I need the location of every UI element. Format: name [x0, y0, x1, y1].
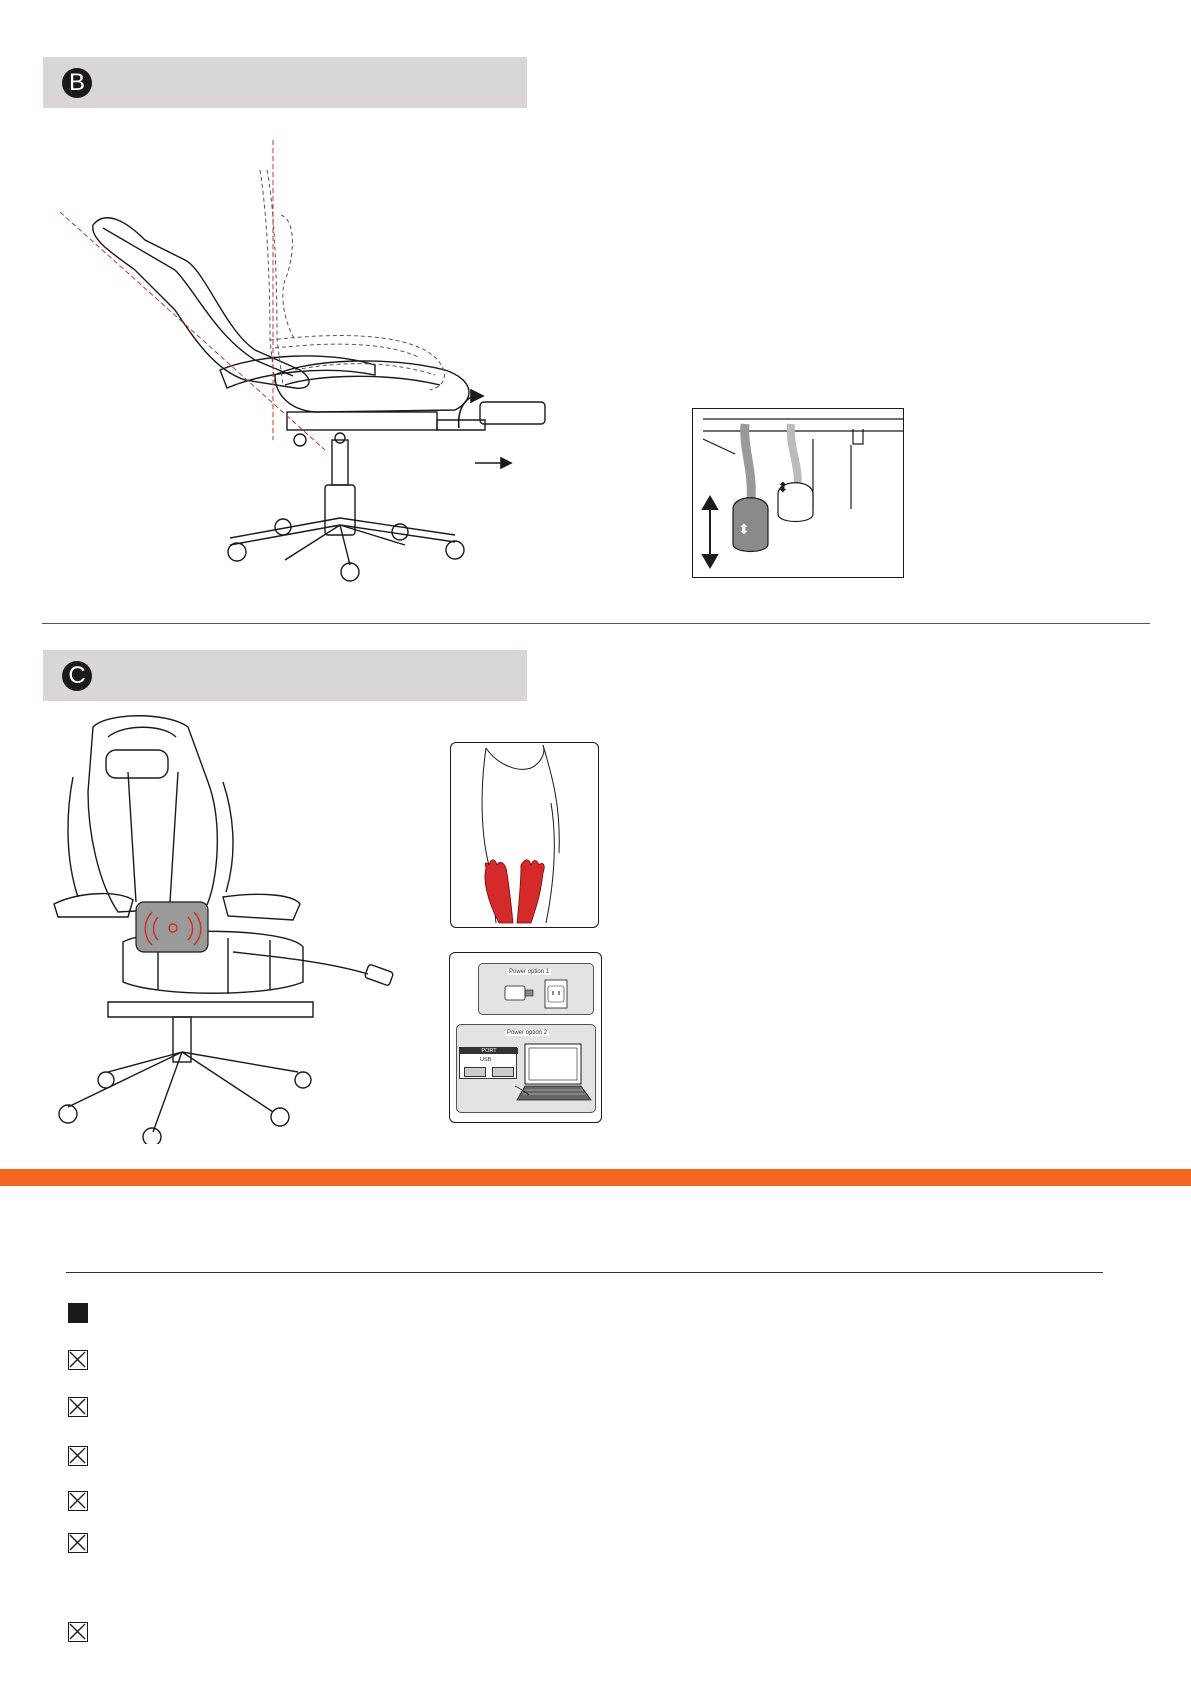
checklist-item-5 — [68, 1491, 92, 1513]
crossed-box-icon — [68, 1622, 88, 1642]
usb-port-panel — [459, 1047, 517, 1079]
massage-hands-panel — [450, 742, 599, 928]
checklist-item-4 — [68, 1446, 92, 1468]
usb-port-left — [464, 1067, 486, 1077]
filled-square-icon — [68, 1303, 88, 1323]
crossed-box-icon — [68, 1350, 88, 1370]
checklist-divider — [66, 1272, 1103, 1273]
section-b-letter: B — [62, 68, 92, 98]
lever-detail-panel — [692, 408, 904, 578]
checklist-item-3 — [68, 1397, 92, 1419]
tilt-icon: ⬍ — [738, 521, 750, 537]
power-options-panel — [449, 952, 602, 1123]
laptop-icon — [515, 1040, 595, 1110]
checklist-item-7 — [68, 1622, 92, 1644]
reclining-chair-illustration — [55, 140, 595, 585]
power-option-2-panel — [456, 1024, 596, 1113]
section-divider — [42, 623, 1150, 624]
checklist-item-6 — [68, 1533, 92, 1555]
checklist-item-1 — [68, 1303, 92, 1325]
section-c-header — [43, 650, 527, 701]
power-option-2-label: Power option 2 — [507, 1030, 548, 1036]
section-b-header — [43, 57, 527, 108]
usb-port-right — [492, 1067, 514, 1077]
crossed-box-icon — [68, 1491, 88, 1511]
power-option-1-panel — [478, 963, 594, 1015]
crossed-box-icon — [68, 1446, 88, 1466]
section-c-letter: C — [62, 661, 92, 691]
usb-label: USB — [480, 1057, 492, 1063]
port-label: PORT — [460, 1048, 518, 1054]
massage-chair-illustration — [48, 712, 418, 1144]
crossed-box-icon — [68, 1397, 88, 1417]
checklist-item-2 — [68, 1350, 92, 1372]
power-option-1-label: Power option 1 — [509, 969, 550, 975]
orange-divider-band — [0, 1169, 1191, 1186]
seat-height-icon: ⬍ — [777, 479, 789, 495]
crossed-box-icon — [68, 1533, 88, 1553]
